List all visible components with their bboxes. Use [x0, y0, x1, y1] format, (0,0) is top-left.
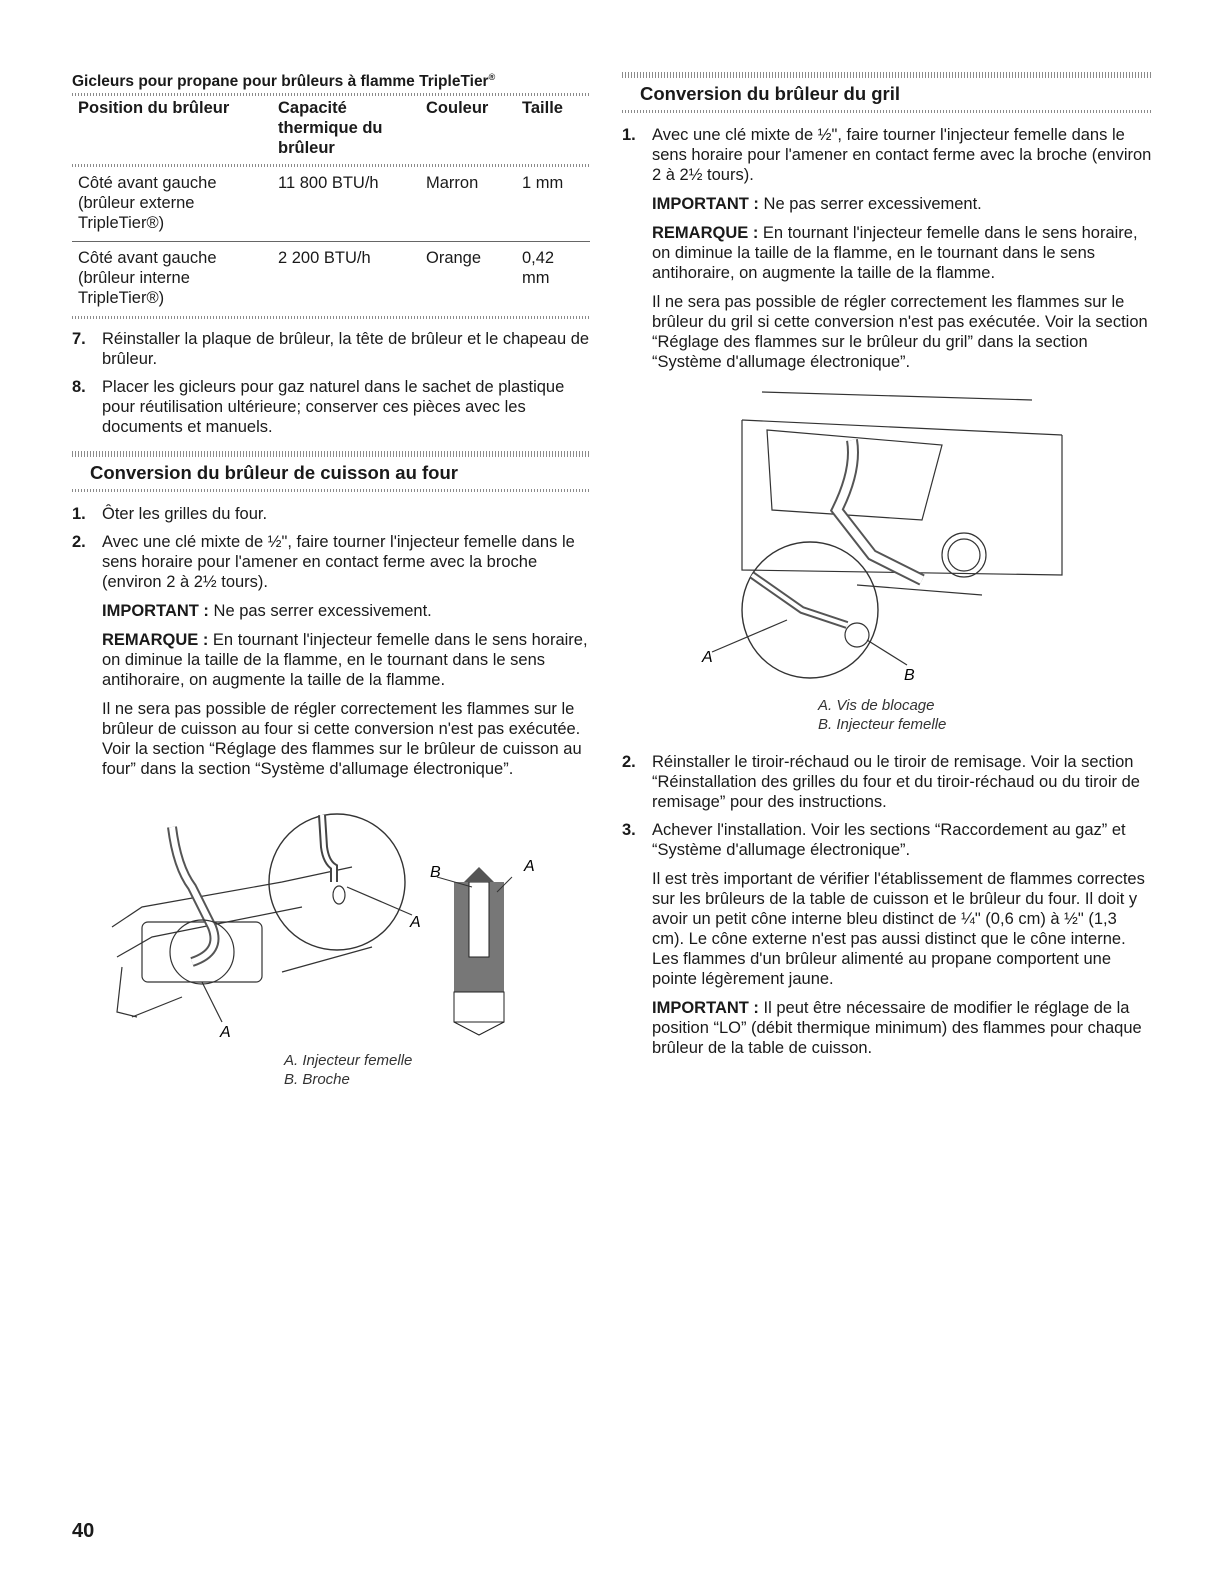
figure-label-b: B — [430, 864, 441, 882]
figure-label-a: A — [702, 649, 713, 666]
cell-color: Marron — [420, 167, 516, 242]
oven-figure-caption: A. Injecteur femelle B. Broche — [284, 1052, 413, 1089]
grill-steps-continued — [622, 752, 1152, 1058]
list-item: 7. Réinstaller la plaque de brûleur, la tête de brûleur et le chapeau de brûleur. — [72, 330, 590, 369]
cell-color: Orange — [426, 249, 482, 268]
list-item: 1. Avec une clé mixte de ½", faire tourner l'injecteur femelle dans le sens horaire pour l'amener en contact ferme avec la broche (environ 2 à 2½ tours). IMPORTANT : Ne pas serrer excessivement. REMARQUE : En tournant l'injecteur femelle dans le sens horaire, on diminue la taille de la flamme, en le tournant dans le sens antihoraire, on augmente la taille de la flamme. Il ne sera pas possible de régler correctement les flammes sur le brûleur du gril si cette conversion n'est pas exécutée. Voir la section “Réglage des flammes sur le brûleur du gril” dans la section “Système d'allumage électronique”. — [622, 126, 1152, 371]
table-header-row — [72, 96, 590, 164]
figure-label-a: A — [220, 1024, 231, 1038]
oven-section-heading: Conversion du brûleur de cuisson au four — [90, 462, 458, 484]
orifice-table — [72, 96, 590, 316]
divider — [72, 316, 590, 319]
figure-label-b: B — [904, 667, 915, 684]
list-item: 2. Réinstaller le tiroir-réchaud ou le tiroir de remisage. Voir la section “Réinstallation des grilles du four et du tiroir-réchaud ou du tiroir de remisage” pour des instructions. — [622, 753, 1140, 811]
list-item: 2. Avec une clé mixte de ½", faire tourner l'injecteur femelle dans le sens horaire pour l'amener en contact ferme avec la broche (environ 2 à 2½ tours). IMPORTANT : Ne pas serrer excessivement. REMARQUE : En tournant l'injecteur femelle dans le sens horaire, on diminue la taille de la flamme, en le tournant dans le sens antihoraire, on augmente la taille de la flamme. Il ne sera pas possible de régler correctement les flammes sur le brûleur de cuisson au four si cette conversion n'est pas exécutée. Voir la section “Réglage des flammes sur le brûleur de cuisson au four” dans la section “Système d'allumage électronique”. — [72, 533, 588, 779]
cell-position: Côté avant gauche (brûleur externe TripleTier®) — [72, 167, 272, 242]
grill-steps — [622, 125, 1152, 372]
figure-label-a: A — [410, 914, 421, 932]
cell-size: 0,42 mm — [522, 249, 555, 288]
oven-burner-illustration — [72, 787, 590, 1037]
cell-position: Côté avant gauche (brûleur interne TripleTier®) — [78, 249, 217, 308]
divider — [72, 489, 590, 492]
right-column — [622, 72, 1152, 1066]
left-column — [72, 66, 590, 1089]
figure-label-a: A — [524, 858, 535, 876]
header-color: Couleur — [426, 99, 489, 118]
grill-figure-caption: A. Vis de blocage B. Injecteur femelle — [818, 697, 947, 733]
divider — [622, 110, 1152, 113]
list-item: 3. Achever l'installation. Voir les sections “Raccordement au gaz” et “Système d'allumage électronique”. Il est très important de vérifier l'établissement de flammes correctes sur les brûleurs de la table de cuisson et le brûleur du four. Il doit y avoir un petit cône interne bleu distinct de ¼" (0,6 cm) à ½" (1,3 cm). Le cône externe n'est pas aussi distinct que le cône interne. Les flammes d'un brûleur alimenté au propane comportent une pointe légèrement jaune. IMPORTANT : Il peut être nécessaire de modifier le réglage de la position “LO” (débit thermique minimum) des flammes pour chaque brûleur de la table de cuisson. — [622, 821, 1145, 1057]
list-item: 8. Placer les gicleurs pour gaz naturel dans le sachet de plastique pour réutilisation ultérieure; conserver ces pièces avec les documents et manuels. — [72, 378, 565, 437]
cell-size: 1 mm — [516, 167, 590, 242]
header-capacity: Capacité thermique du brûleur — [278, 99, 383, 158]
header-position: Position du brûleur — [78, 99, 230, 118]
table-row — [72, 242, 590, 317]
grill-burner-illustration — [622, 380, 1152, 690]
table-row — [72, 167, 590, 242]
oven-steps — [72, 504, 590, 779]
table-title: Gicleurs pour propane pour brûleurs à flamme TripleTier® — [72, 72, 496, 91]
cell-capacity: 2 200 BTU/h — [278, 249, 371, 268]
header-size: Taille — [522, 99, 563, 118]
grill-section-heading: Conversion du brûleur du gril — [640, 83, 901, 104]
steps-top — [72, 329, 590, 437]
cell-capacity: 11 800 BTU/h — [272, 167, 420, 242]
page-number: 40 — [72, 1520, 95, 1542]
list-item: 1. Ôter les grilles du four. — [72, 505, 268, 524]
